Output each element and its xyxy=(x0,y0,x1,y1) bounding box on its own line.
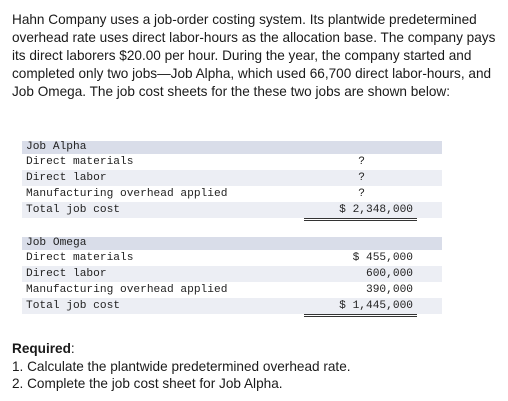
table-row xyxy=(22,202,442,218)
table-row xyxy=(22,266,442,282)
job-alpha-cost-sheet xyxy=(22,141,442,218)
direct-materials-value: $ 455,000 xyxy=(352,252,413,264)
requirement-item: 1. Calculate the plantwide predetermined overhead rate. xyxy=(12,358,351,374)
table-row xyxy=(22,170,442,186)
job-alpha-title: Job Alpha xyxy=(26,141,87,153)
required-heading: Required xyxy=(12,341,71,356)
table-header xyxy=(22,237,442,250)
direct-materials-value: ? xyxy=(358,156,365,168)
row-label: Direct materials xyxy=(26,156,134,168)
table-row xyxy=(22,298,442,314)
row-label: Direct labor xyxy=(26,268,107,280)
row-label: Direct materials xyxy=(26,252,134,264)
overhead-applied-value: 390,000 xyxy=(304,282,417,299)
row-label: Manufacturing overhead applied xyxy=(26,284,228,296)
required-heading-line xyxy=(12,340,504,358)
requirement-item: 2. Complete the job cost sheet for Job Alpha. xyxy=(12,376,283,391)
required-colon: : xyxy=(70,341,75,356)
table-row xyxy=(22,282,442,298)
direct-labor-value: 600,000 xyxy=(366,268,413,280)
table-row xyxy=(22,250,442,266)
table-row xyxy=(22,154,442,170)
table-header xyxy=(22,141,442,154)
job-omega-cost-sheet xyxy=(22,237,442,314)
problem-statement: Hahn Company uses a job-order costing system. Its plantwide predetermined overhead rate uses direct labor-hours as the allocation base. The company pays its direct laborers $20.00 per hour. During the year, the company started and completed only two jobs—Job Alpha, which used 66,700 direct labor-hours, and Job Omega. The job cost sheets for the these two jobs are shown below: xyxy=(12,12,496,99)
row-label: Manufacturing overhead applied xyxy=(26,188,228,200)
row-label: Total job cost xyxy=(26,204,120,216)
row-label: Direct labor xyxy=(26,172,107,184)
table-row xyxy=(22,186,442,202)
row-label: Total job cost xyxy=(26,300,120,312)
required-section xyxy=(12,340,504,393)
total-job-cost-value: $ 2,348,000 xyxy=(304,202,417,221)
overhead-applied-value: ? xyxy=(304,186,417,203)
direct-labor-value: ? xyxy=(358,172,365,184)
total-job-cost-value: $ 1,445,000 xyxy=(304,298,417,317)
job-omega-title: Job Omega xyxy=(26,237,87,249)
